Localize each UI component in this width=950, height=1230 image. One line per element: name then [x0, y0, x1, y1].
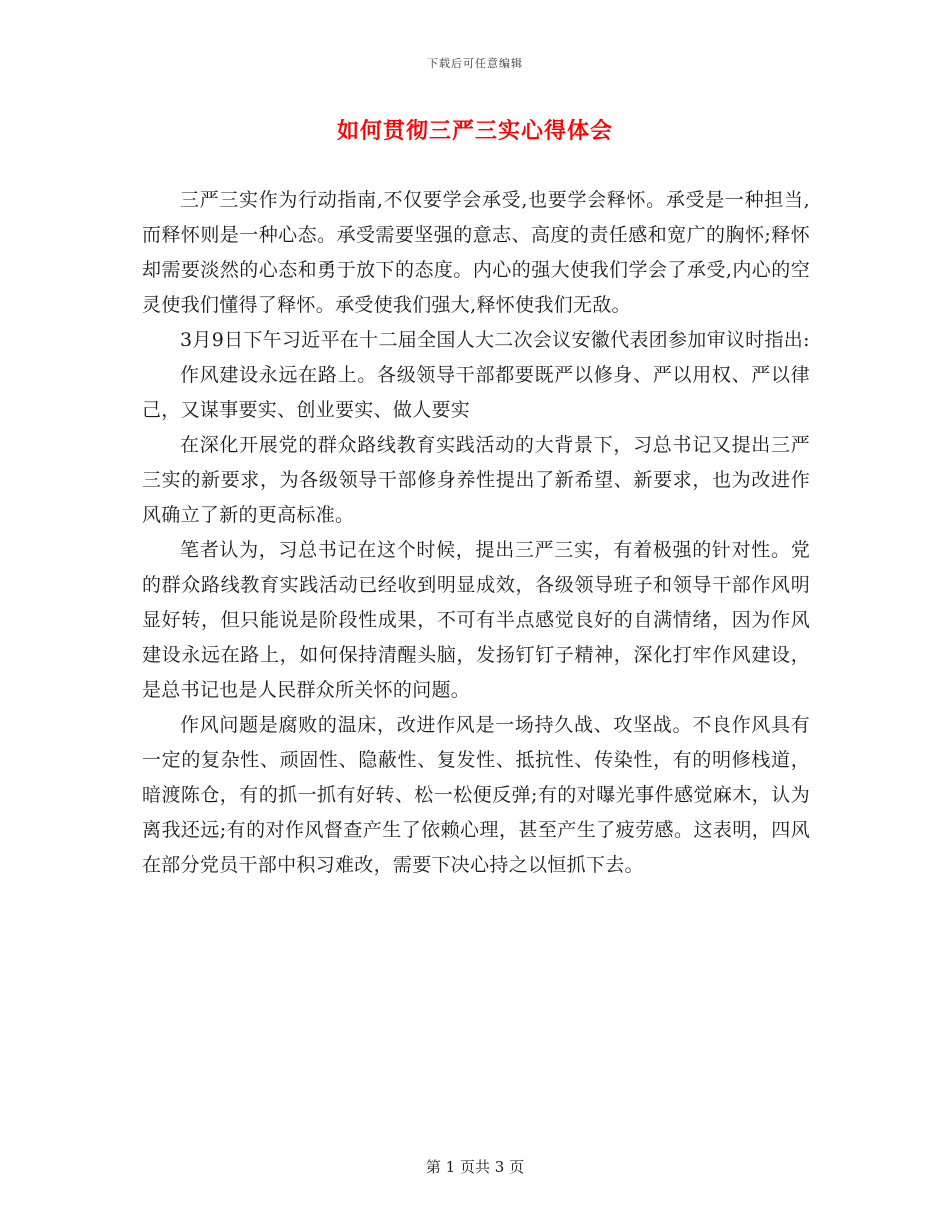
document-body: [142, 183, 810, 883]
paragraph: 3月9日下午习近平在十二届全国人大二次会议安徽代表团参加审议时指出:: [180, 329, 810, 351]
paragraph: 笔者认为，习总书记在这个时候，提出三严三实，有着极强的针对性。党的群众路线教育实践活动已经收到明显成效，各级领导班子和领导干部作风明显好转，但只能说是阶段性成果，不可有半点感觉良好的自满情绪，因为作风建设永远在路上，如何保持清醒头脑，发扬钉钉子精神，深化打牢作风建设，是总书记也是人民群众所关怀的问题。: [142, 539, 810, 701]
paragraph: 在深化开展党的群众路线教育实践活动的大背景下，习总书记又提出三严三实的新要求，为各级领导干部修身养性提出了新希望、新要求，也为改进作风确立了新的更高标准。: [142, 434, 810, 526]
page-number: 第 1 页共 3 页: [425, 1158, 525, 1176]
page-header-note: 下载后可任意编辑: [427, 57, 523, 70]
paragraph: 作风建设永远在路上。各级领导干部都要既严以修身、严以用权、严以律己，又谋事要实、创业要实、做人要实: [142, 364, 810, 421]
document-title: 如何贯彻三严三实心得体会: [336, 118, 613, 144]
paragraph: 作风问题是腐败的温床，改进作风是一场持久战、攻坚战。不良作风具有一定的复杂性、顽固性、隐蔽性、复发性、抵抗性、传染性，有的明修栈道，暗渡陈仓，有的抓一抓有好转、松一松便反弹;有的对曝光事件感觉麻木，认为离我还远;有的对作风督查产生了依赖心理，甚至产生了疲劳感。这表明，四风在部分党员干部中积习难改，需要下决心持之以恒抓下去。: [142, 714, 810, 876]
paragraph: 三严三实作为行动指南,不仅要学会承受,也要学会释怀。承受是一种担当,而释怀则是一种心态。承受需要坚强的意志、高度的责任感和宽广的胸怀;释怀却需要淡然的心态和勇于放下的态度。内心的强大使我们学会了承受,内心的空灵使我们懂得了释怀。承受使我们强大,释怀使我们无敌。: [142, 189, 810, 316]
